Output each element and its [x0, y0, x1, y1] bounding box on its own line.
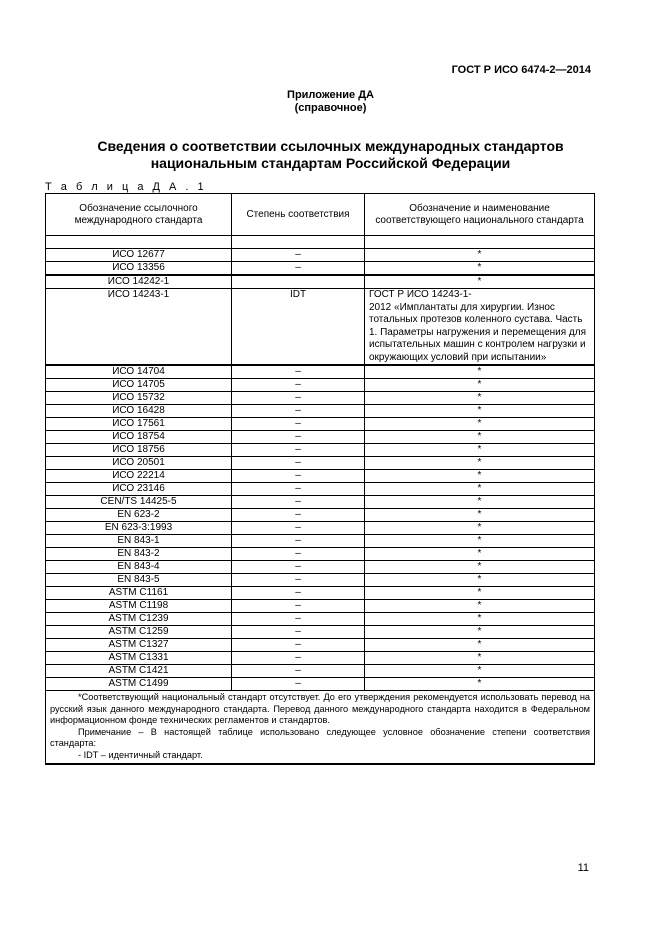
- table-row: [46, 392, 595, 405]
- table-caption: Т а б л и ц а Д А . 1: [45, 181, 207, 193]
- table-row: [46, 405, 595, 418]
- national-standard: [365, 236, 595, 249]
- standard-designation: EN 623-3:1993: [46, 522, 232, 535]
- degree-of-correspondence: –: [232, 392, 365, 405]
- degree-of-correspondence: –: [232, 262, 365, 276]
- degree-of-correspondence: –: [232, 548, 365, 561]
- national-standard: *: [365, 678, 595, 691]
- column-header: Обозначение и наименование соответствующего национального стандарта: [365, 194, 595, 236]
- standard-designation: ИСО 22214: [46, 470, 232, 483]
- title-line-2: национальным стандартам Российской Федерации: [150, 155, 511, 171]
- national-standard: *: [365, 561, 595, 574]
- degree-of-correspondence: –: [232, 587, 365, 600]
- national-standard: *: [365, 639, 595, 652]
- degree-of-correspondence: –: [232, 483, 365, 496]
- table-row: [46, 613, 595, 626]
- standard-designation: ASTM C1327: [46, 639, 232, 652]
- degree-of-correspondence: –: [232, 496, 365, 509]
- table-header-row: [46, 194, 595, 236]
- table-row: [46, 496, 595, 509]
- table-row: [46, 522, 595, 535]
- footnote-text: *Соответствующий национальный стандарт отсутствует. До его утверждения рекомендуется использовать перевод на русский язык данного международного стандарта. Перевод данного международного стандарта находится в Федеральном информационном фонде технических регламентов и стандартов.: [50, 692, 590, 725]
- table-row: [46, 289, 595, 366]
- degree-of-correspondence: [232, 275, 365, 289]
- degree-of-correspondence: –: [232, 626, 365, 639]
- table-row: [46, 678, 595, 691]
- standard-designation: ИСО 20501: [46, 457, 232, 470]
- standard-designation: ASTM C1331: [46, 652, 232, 665]
- degree-of-correspondence: –: [232, 418, 365, 431]
- table-row: [46, 626, 595, 639]
- table-row: [46, 365, 595, 379]
- column-header: Обозначение ссылочного международного стандарта: [46, 194, 232, 236]
- national-standard: *: [365, 249, 595, 262]
- standard-designation: ИСО 14243-1: [46, 289, 232, 366]
- standard-designation: ИСО 15732: [46, 392, 232, 405]
- table-row: [46, 561, 595, 574]
- national-standard: *: [365, 418, 595, 431]
- standard-designation: EN 843-5: [46, 574, 232, 587]
- standard-designation: ИСО 18754: [46, 431, 232, 444]
- table-footnote: [46, 691, 595, 765]
- national-standard: *: [365, 535, 595, 548]
- table-row: [46, 535, 595, 548]
- standard-designation: ИСО 16428: [46, 405, 232, 418]
- degree-of-correspondence: –: [232, 639, 365, 652]
- national-standard: *: [365, 483, 595, 496]
- table-row: [46, 652, 595, 665]
- table-row: [46, 665, 595, 678]
- document-header: ГОСТ Р ИСО 6474-2—2014: [451, 64, 591, 76]
- section-title: [0, 138, 661, 172]
- standard-designation: ИСО 14705: [46, 379, 232, 392]
- national-standard: *: [365, 665, 595, 678]
- national-standard: *: [365, 379, 595, 392]
- note-text: Примечание – В настоящей таблице использовано следующее условное обозначение степени соответствия стандарта:: [50, 726, 590, 748]
- table-row: [46, 548, 595, 561]
- national-standard: *: [365, 626, 595, 639]
- degree-of-correspondence: [232, 236, 365, 249]
- national-standard: *: [365, 365, 595, 379]
- degree-of-correspondence: –: [232, 379, 365, 392]
- degree-of-correspondence: –: [232, 405, 365, 418]
- degree-of-correspondence: –: [232, 574, 365, 587]
- degree-of-correspondence: –: [232, 509, 365, 522]
- table-row: [46, 249, 595, 262]
- degree-of-correspondence: –: [232, 678, 365, 691]
- table-row: [46, 457, 595, 470]
- annex-title: Приложение ДА: [287, 89, 374, 101]
- standard-designation: ASTM C1499: [46, 678, 232, 691]
- standard-designation: EN 843-1: [46, 535, 232, 548]
- table-row: [46, 587, 595, 600]
- title-line-1: Сведения о соответствии ссылочных международных стандартов: [97, 138, 564, 154]
- standard-designation: ИСО 12677: [46, 249, 232, 262]
- footnote-row: [46, 691, 595, 765]
- table-row: [46, 275, 595, 289]
- degree-of-correspondence: –: [232, 600, 365, 613]
- degree-of-correspondence: –: [232, 665, 365, 678]
- national-standard: *: [365, 600, 595, 613]
- standard-designation: ASTM C1421: [46, 665, 232, 678]
- standard-designation: ASTM C1161: [46, 587, 232, 600]
- standard-designation: [46, 236, 232, 249]
- standard-designation: EN 843-2: [46, 548, 232, 561]
- national-standard: ГОСТ Р ИСО 14243-1- 2012 «Имплантаты для хирургии. Износ тотальных протезов коленного сустава. Часть 1. Параметры нагружения и перемещения для испытательных машин с контролем нагрузки и окружающих условий при испытании»: [365, 289, 595, 366]
- national-standard: *: [365, 652, 595, 665]
- standard-designation: ИСО 17561: [46, 418, 232, 431]
- degree-of-correspondence: –: [232, 652, 365, 665]
- table-row: [46, 639, 595, 652]
- degree-of-correspondence: –: [232, 365, 365, 379]
- national-standard: *: [365, 522, 595, 535]
- page-number: 11: [577, 862, 589, 874]
- degree-of-correspondence: –: [232, 457, 365, 470]
- standard-designation: ASTM C1198: [46, 600, 232, 613]
- table-row: [46, 600, 595, 613]
- national-standard: *: [365, 548, 595, 561]
- table-row: [46, 470, 595, 483]
- standard-designation: ИСО 14242-1: [46, 275, 232, 289]
- table-row: [46, 431, 595, 444]
- national-standard: *: [365, 444, 595, 457]
- degree-of-correspondence: –: [232, 522, 365, 535]
- degree-of-correspondence: –: [232, 613, 365, 626]
- degree-of-correspondence: –: [232, 470, 365, 483]
- correspondence-table: [45, 193, 595, 765]
- national-standard: *: [365, 457, 595, 470]
- table-row: [46, 574, 595, 587]
- national-standard: *: [365, 275, 595, 289]
- national-standard: *: [365, 587, 595, 600]
- degree-of-correspondence: –: [232, 249, 365, 262]
- table-row: [46, 262, 595, 276]
- standard-designation: ASTM C1239: [46, 613, 232, 626]
- national-standard: *: [365, 613, 595, 626]
- national-standard: *: [365, 496, 595, 509]
- table-row: [46, 418, 595, 431]
- degree-of-correspondence: –: [232, 444, 365, 457]
- table-row: [46, 509, 595, 522]
- legend-text: - IDT – идентичный стандарт.: [78, 749, 203, 760]
- standard-designation: ASTM C1259: [46, 626, 232, 639]
- standard-designation: EN 623-2: [46, 509, 232, 522]
- national-standard: *: [365, 509, 595, 522]
- national-standard: *: [365, 405, 595, 418]
- national-standard: *: [365, 431, 595, 444]
- national-standard: *: [365, 574, 595, 587]
- degree-of-correspondence: IDT: [232, 289, 365, 366]
- standard-designation: ИСО 18756: [46, 444, 232, 457]
- table-row: [46, 444, 595, 457]
- degree-of-correspondence: –: [232, 535, 365, 548]
- standard-designation: ИСО 13356: [46, 262, 232, 276]
- column-header: Степень соответствия: [232, 194, 365, 236]
- national-standard: *: [365, 470, 595, 483]
- standard-designation: ИСО 23146: [46, 483, 232, 496]
- table-row: [46, 236, 595, 249]
- annex-subtitle: (справочное): [294, 102, 367, 114]
- standard-designation: ИСО 14704: [46, 365, 232, 379]
- degree-of-correspondence: –: [232, 431, 365, 444]
- table-row: [46, 483, 595, 496]
- standard-designation: CEN/TS 14425-5: [46, 496, 232, 509]
- table-row: [46, 379, 595, 392]
- national-standard: *: [365, 262, 595, 276]
- national-standard: *: [365, 392, 595, 405]
- degree-of-correspondence: –: [232, 561, 365, 574]
- standard-designation: EN 843-4: [46, 561, 232, 574]
